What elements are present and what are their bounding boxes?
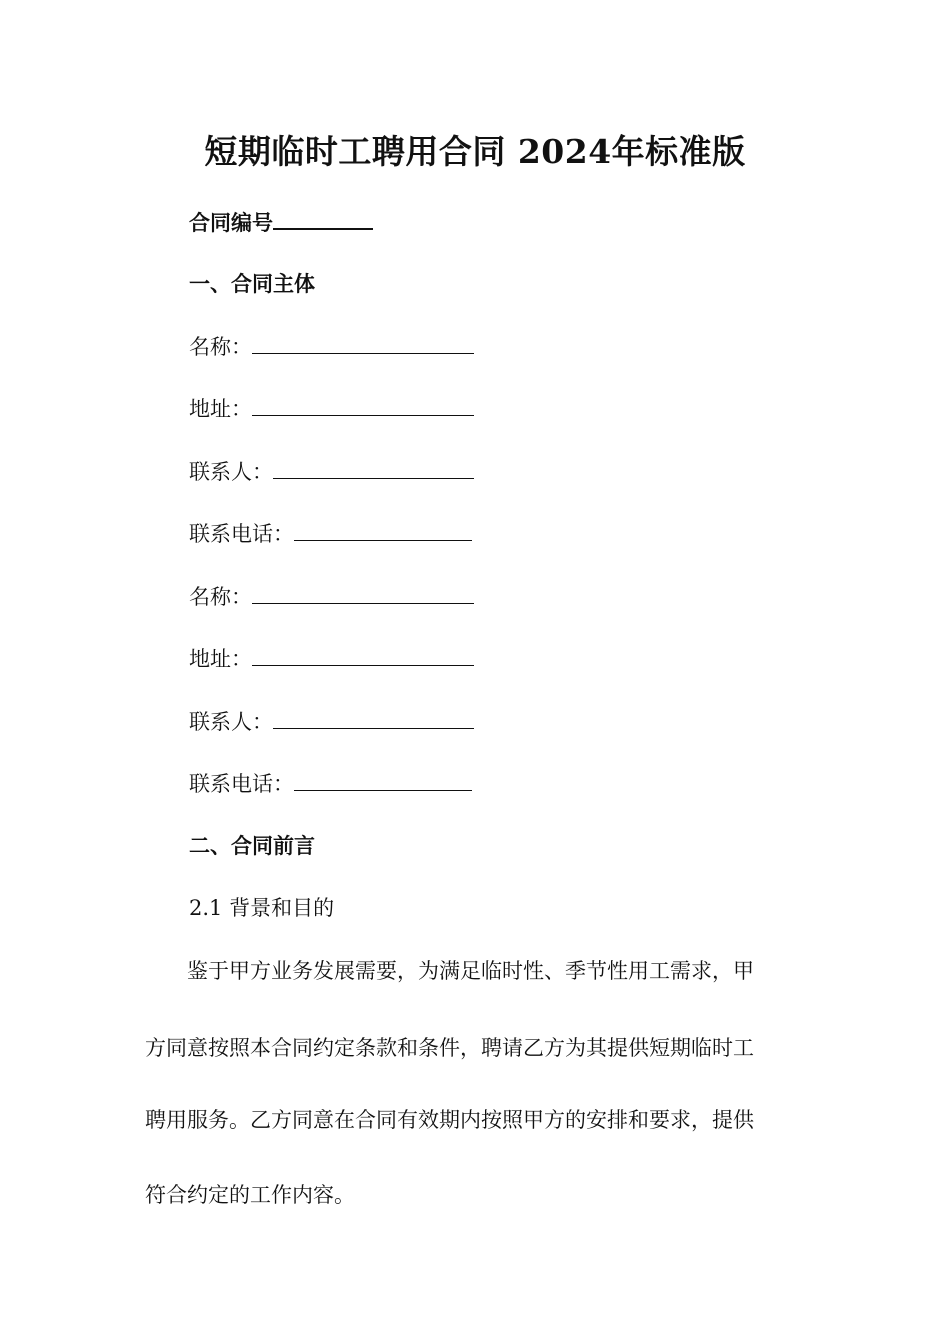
party-a-phone-blank xyxy=(294,518,472,541)
party-b-name-label: 名称： xyxy=(189,585,252,609)
contract-number-blank xyxy=(273,206,373,230)
party-a-address-row xyxy=(189,393,474,424)
paragraph-line: 鉴于甲方业务发展需要，为满足临时性、季节性用工需求，甲 xyxy=(145,959,754,983)
contract-number-row xyxy=(189,206,373,238)
paragraph-line: 符合约定的工作内容。 xyxy=(145,1183,355,1207)
party-a-contact-row xyxy=(189,456,474,487)
party-a-address-label: 地址： xyxy=(189,397,252,421)
section-2-heading: 二、合同前言 xyxy=(189,833,315,858)
party-b-address-blank xyxy=(252,643,474,666)
section-1-heading: 一、合同主体 xyxy=(189,271,315,296)
party-a-contact-label: 联系人： xyxy=(189,460,273,484)
party-b-address-label: 地址： xyxy=(189,647,252,671)
party-b-name-blank xyxy=(252,581,474,604)
party-b-phone-blank xyxy=(294,768,472,791)
contract-number-label: 合同编号 xyxy=(189,210,273,235)
party-a-name-blank xyxy=(252,331,474,354)
party-a-contact-blank xyxy=(273,456,474,479)
document-title: 短期临时工聘用合同 2024年标准版 xyxy=(204,132,746,171)
party-a-name-label: 名称： xyxy=(189,335,252,359)
paragraph-line: 聘用服务。乙方同意在合同有效期内按照甲方的安排和要求，提供 xyxy=(145,1108,754,1132)
party-b-phone-label: 联系电话： xyxy=(189,772,294,796)
party-b-contact-blank xyxy=(273,706,474,729)
party-a-phone-row xyxy=(189,518,472,549)
paragraph-line: 方同意按照本合同约定条款和条件，聘请乙方为其提供短期临时工 xyxy=(145,1036,754,1060)
party-b-contact-row xyxy=(189,706,474,737)
party-a-name-row xyxy=(189,331,474,362)
party-a-address-blank xyxy=(252,393,474,416)
party-b-contact-label: 联系人： xyxy=(189,710,273,734)
party-b-name-row xyxy=(189,581,474,612)
party-b-address-row xyxy=(189,643,474,674)
subsection-2-1-heading: 2.1 背景和目的 xyxy=(189,896,335,920)
party-b-phone-row xyxy=(189,768,472,799)
party-a-phone-label: 联系电话： xyxy=(189,522,294,546)
